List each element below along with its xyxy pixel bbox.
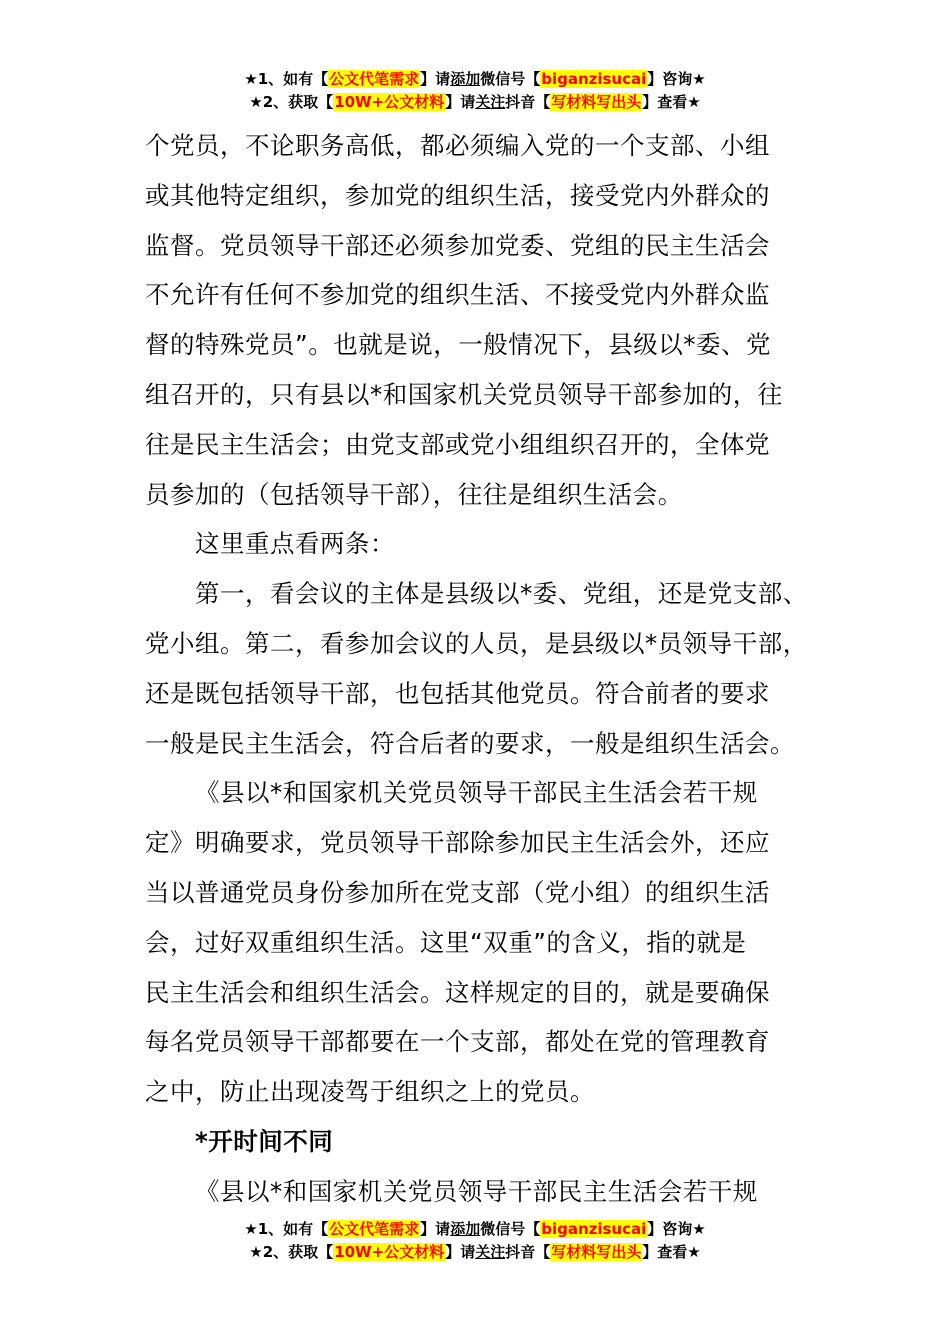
banner-underlined-text: 关注 [475,1243,506,1261]
banner-text: 】请 [445,1243,476,1261]
header-banner [0,68,950,114]
highlight-wechat-id: biganzisucai [541,1220,647,1238]
banner-text: 】咨询★ [647,1220,706,1238]
body-line: 组召开的，只有县以*和国家机关党员领导干部参加的，往 [145,379,783,409]
banner-text: ★2、获取【 [249,1243,334,1261]
body-line: 党小组。第二，看参加会议的人员，是县级以*员领导干部， [145,628,808,658]
body-line: 之中，防止出现凌驾于组织之上的党员。 [145,1077,595,1107]
footer-banner [0,1218,950,1264]
body-line: 《县以*和国家机关党员领导干部民主生活会若干规 [195,1176,758,1206]
body-line: 会，过好双重组织生活。这里“双重”的含义，指的就是 [145,927,747,957]
highlight-service: 公文代笔需求 [329,70,420,88]
banner-text: 抖音【 [505,1243,551,1261]
body-line: 第一，看会议的主体是县级以*委、党组，还是党支部、 [195,579,808,609]
body-line: 每名党员领导干部都要在一个支部，都处在党的管理教育 [145,1027,770,1057]
banner-text: ★1、如有【 [244,1220,329,1238]
banner-text: 】查看★ [642,1243,701,1261]
body-line: 不允许有任何不参加党的组织生活、不接受党内外群众监 [145,280,770,310]
banner-line-1 [0,1218,950,1241]
highlight-douyin: 写材料写出头 [551,93,642,111]
banner-text: 】请 [420,1220,451,1238]
body-line: 往是民主生活会；由党支部或党小组组织召开的，全体党 [145,429,770,459]
banner-text: ★1、如有【 [244,70,329,88]
body-line: 一般是民主生活会，符合后者的要求，一般是组织生活会。 [145,728,795,758]
banner-text: 】请 [420,70,451,88]
highlight-wechat-id: biganzisucai [541,70,647,88]
banner-text: 】咨询★ [647,70,706,88]
body-line: 这里重点看两条： [195,529,395,559]
banner-line-1 [0,68,950,91]
body-line: 还是既包括领导干部，也包括其他党员。符合前者的要求 [145,678,770,708]
banner-text: 】请 [445,93,476,111]
highlight-materials: 10W+公文材料 [334,1243,445,1261]
banner-underlined-text: 添加 [450,1220,481,1238]
banner-line-2 [0,91,950,114]
body-line: 监督。党员领导干部还必须参加党委、党组的民主生活会 [145,230,770,260]
banner-line-2 [0,1241,950,1264]
body-line: 员参加的（包括领导干部），往往是组织生活会。 [145,479,683,509]
body-line: 民主生活会和组织生活会。这样规定的目的，就是要确保 [145,977,770,1007]
banner-underlined-text: 关注 [475,93,506,111]
banner-text: ★2、获取【 [249,93,334,111]
highlight-douyin: 写材料写出头 [551,1243,642,1261]
body-line: 定》明确要求，党员领导干部除参加民主生活会外，还应 [145,828,770,858]
banner-text: 】查看★ [642,93,701,111]
banner-text: 微信号【 [480,1220,541,1238]
banner-text: 微信号【 [480,70,541,88]
highlight-materials: 10W+公文材料 [334,93,445,111]
body-line: 当以普通党员身份参加所在党支部（党小组）的组织生活 [145,877,770,907]
highlight-service: 公文代笔需求 [329,1220,420,1238]
body-line: 或其他特定组织，参加党的组织生活，接受党内外群众的 [145,180,770,210]
body-line: 督的特殊党员”。也就是说，一般情况下，县级以*委、党 [145,330,771,360]
banner-text: 抖音【 [505,93,551,111]
body-line: 《县以*和国家机关党员领导干部民主生活会若干规 [195,778,758,808]
section-heading: *开时间不同 [195,1126,334,1156]
document-body [145,121,825,1217]
body-line: 个党员，不论职务高低，都必须编入党的一个支部、小组 [145,131,770,160]
banner-underlined-text: 添加 [450,70,481,88]
